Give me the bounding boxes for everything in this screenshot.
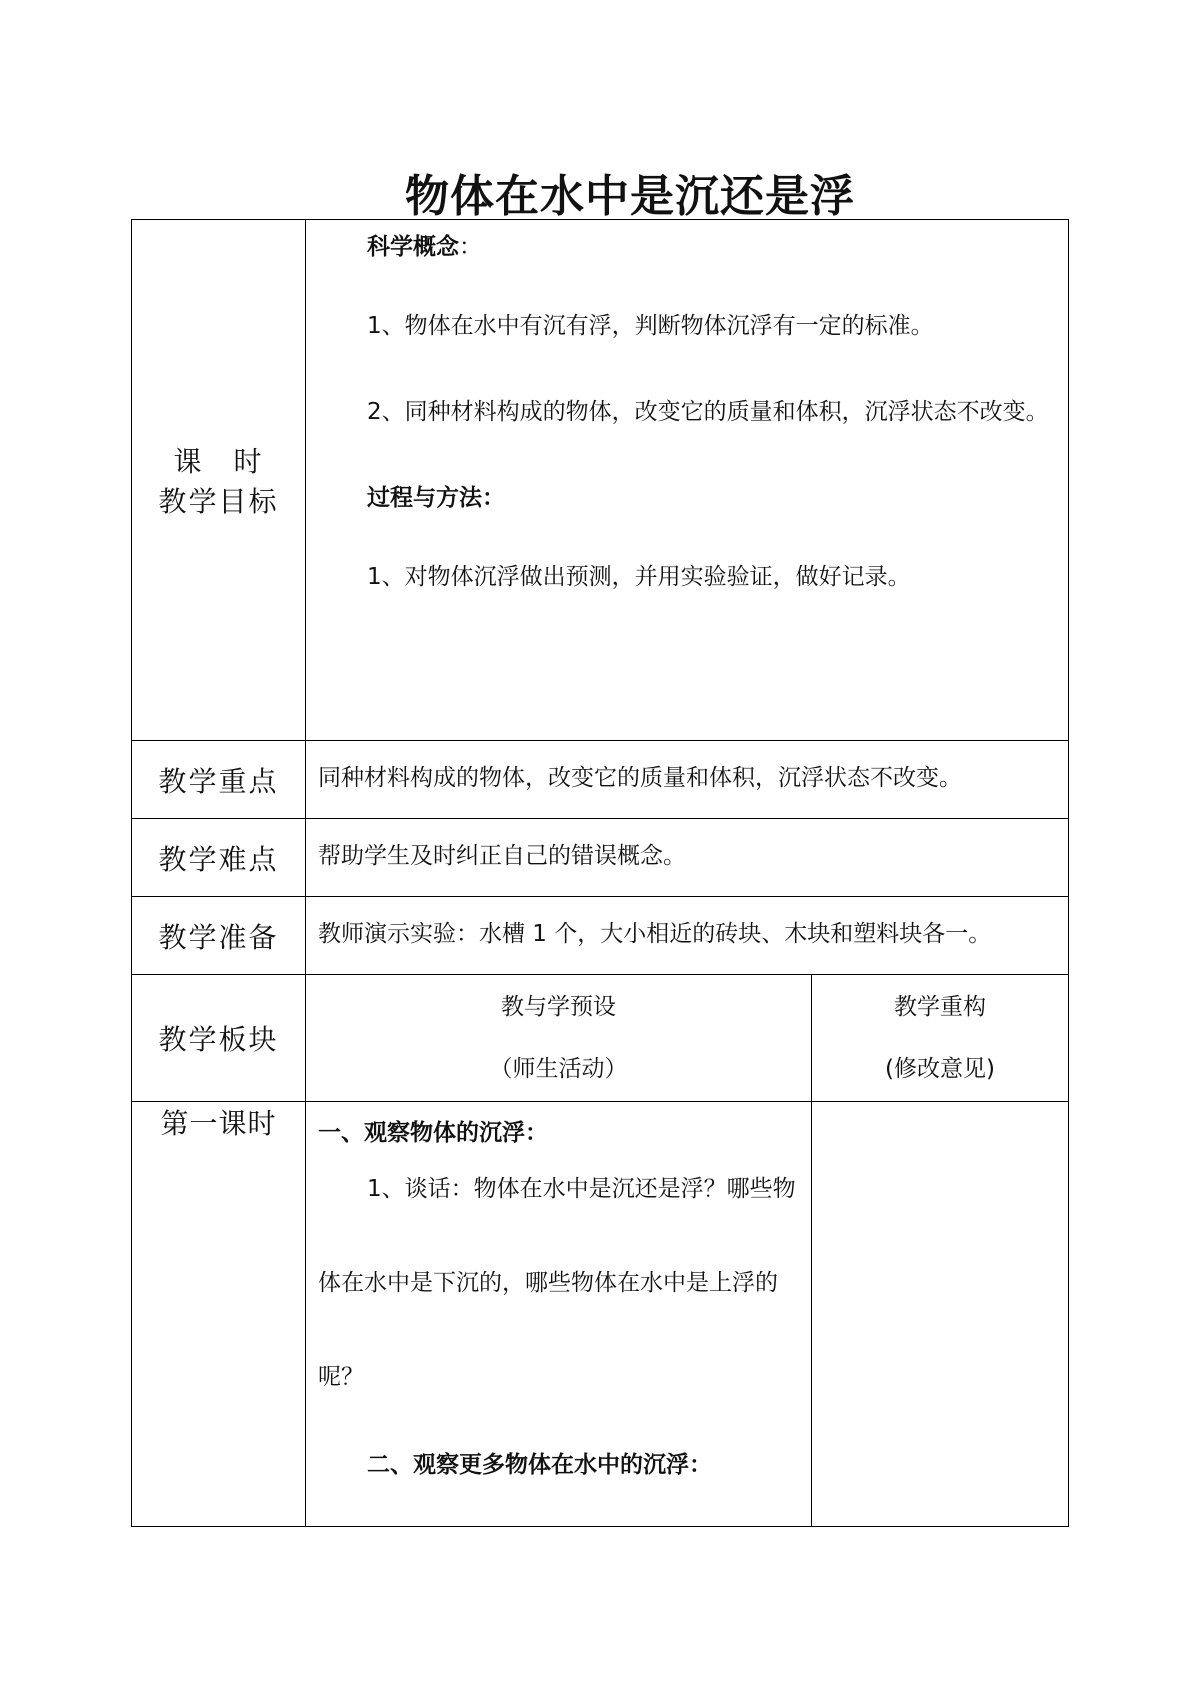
lesson-revision-cell <box>812 1102 1069 1527</box>
difficulty-row <box>132 819 1069 897</box>
difficulty-label: 教学难点 <box>132 819 306 897</box>
key-point-row <box>132 741 1069 819</box>
objectives-content <box>306 220 1069 741</box>
board-col-activities-line1: 教与学预设 <box>501 994 616 1020</box>
objectives-label <box>132 220 306 741</box>
key-point-text: 同种材料构成的物体，改变它的质量和体积，沉浮状态不改变。 <box>306 741 1069 819</box>
board-col-activities <box>306 975 812 1102</box>
lesson-heading-1: 一、观察物体的沉浮： <box>318 1120 548 1146</box>
board-label: 教学板块 <box>132 975 306 1102</box>
preparation-label: 教学准备 <box>132 897 306 975</box>
process-heading: 过程与方法： <box>367 485 505 511</box>
lesson-item-1: 1、谈话：物体在水中是沉还是浮？哪些物体在水中是下沉的，哪些物体在水中是上浮的呢？ <box>318 1176 796 1390</box>
board-col-revision <box>812 975 1069 1102</box>
concept-item-2: 2、同种材料构成的物体，改变它的质量和体积，沉浮状态不改变。 <box>367 399 1049 425</box>
preparation-text: 教师演示实验：水槽 1 个，大小相近的砖块、木块和塑料块各一。 <box>306 897 1069 975</box>
concept-heading: 科学概念： <box>367 234 482 260</box>
page-title: 物体在水中是沉还是浮 <box>405 171 855 222</box>
objectives-row <box>132 220 1069 741</box>
lesson-content <box>306 1102 812 1527</box>
lesson-heading-2: 二、观察更多物体在水中的沉浮： <box>367 1452 712 1478</box>
lesson-plan-table <box>131 219 1069 1527</box>
key-point-label: 教学重点 <box>132 741 306 819</box>
lesson-label: 第一课时 <box>132 1102 306 1527</box>
objectives-label-line1: 课 时 <box>173 445 264 478</box>
board-col-revision-line2: (修改意见) <box>885 1056 995 1082</box>
concept-item-1: 1、物体在水中有沉有浮，判断物体沉浮有一定的标准。 <box>367 313 934 339</box>
objectives-label-line2: 教学目标 <box>158 485 279 518</box>
difficulty-text: 帮助学生及时纠正自己的错误概念。 <box>306 819 1069 897</box>
board-header-row <box>132 975 1069 1102</box>
lesson-row <box>132 1102 1069 1527</box>
board-col-activities-line2: （师生活动） <box>489 1056 628 1082</box>
preparation-row <box>132 897 1069 975</box>
board-col-revision-line1: 教学重构 <box>894 994 986 1020</box>
process-item-1: 1、对物体沉浮做出预测，并用实验验证，做好记录。 <box>367 564 911 590</box>
